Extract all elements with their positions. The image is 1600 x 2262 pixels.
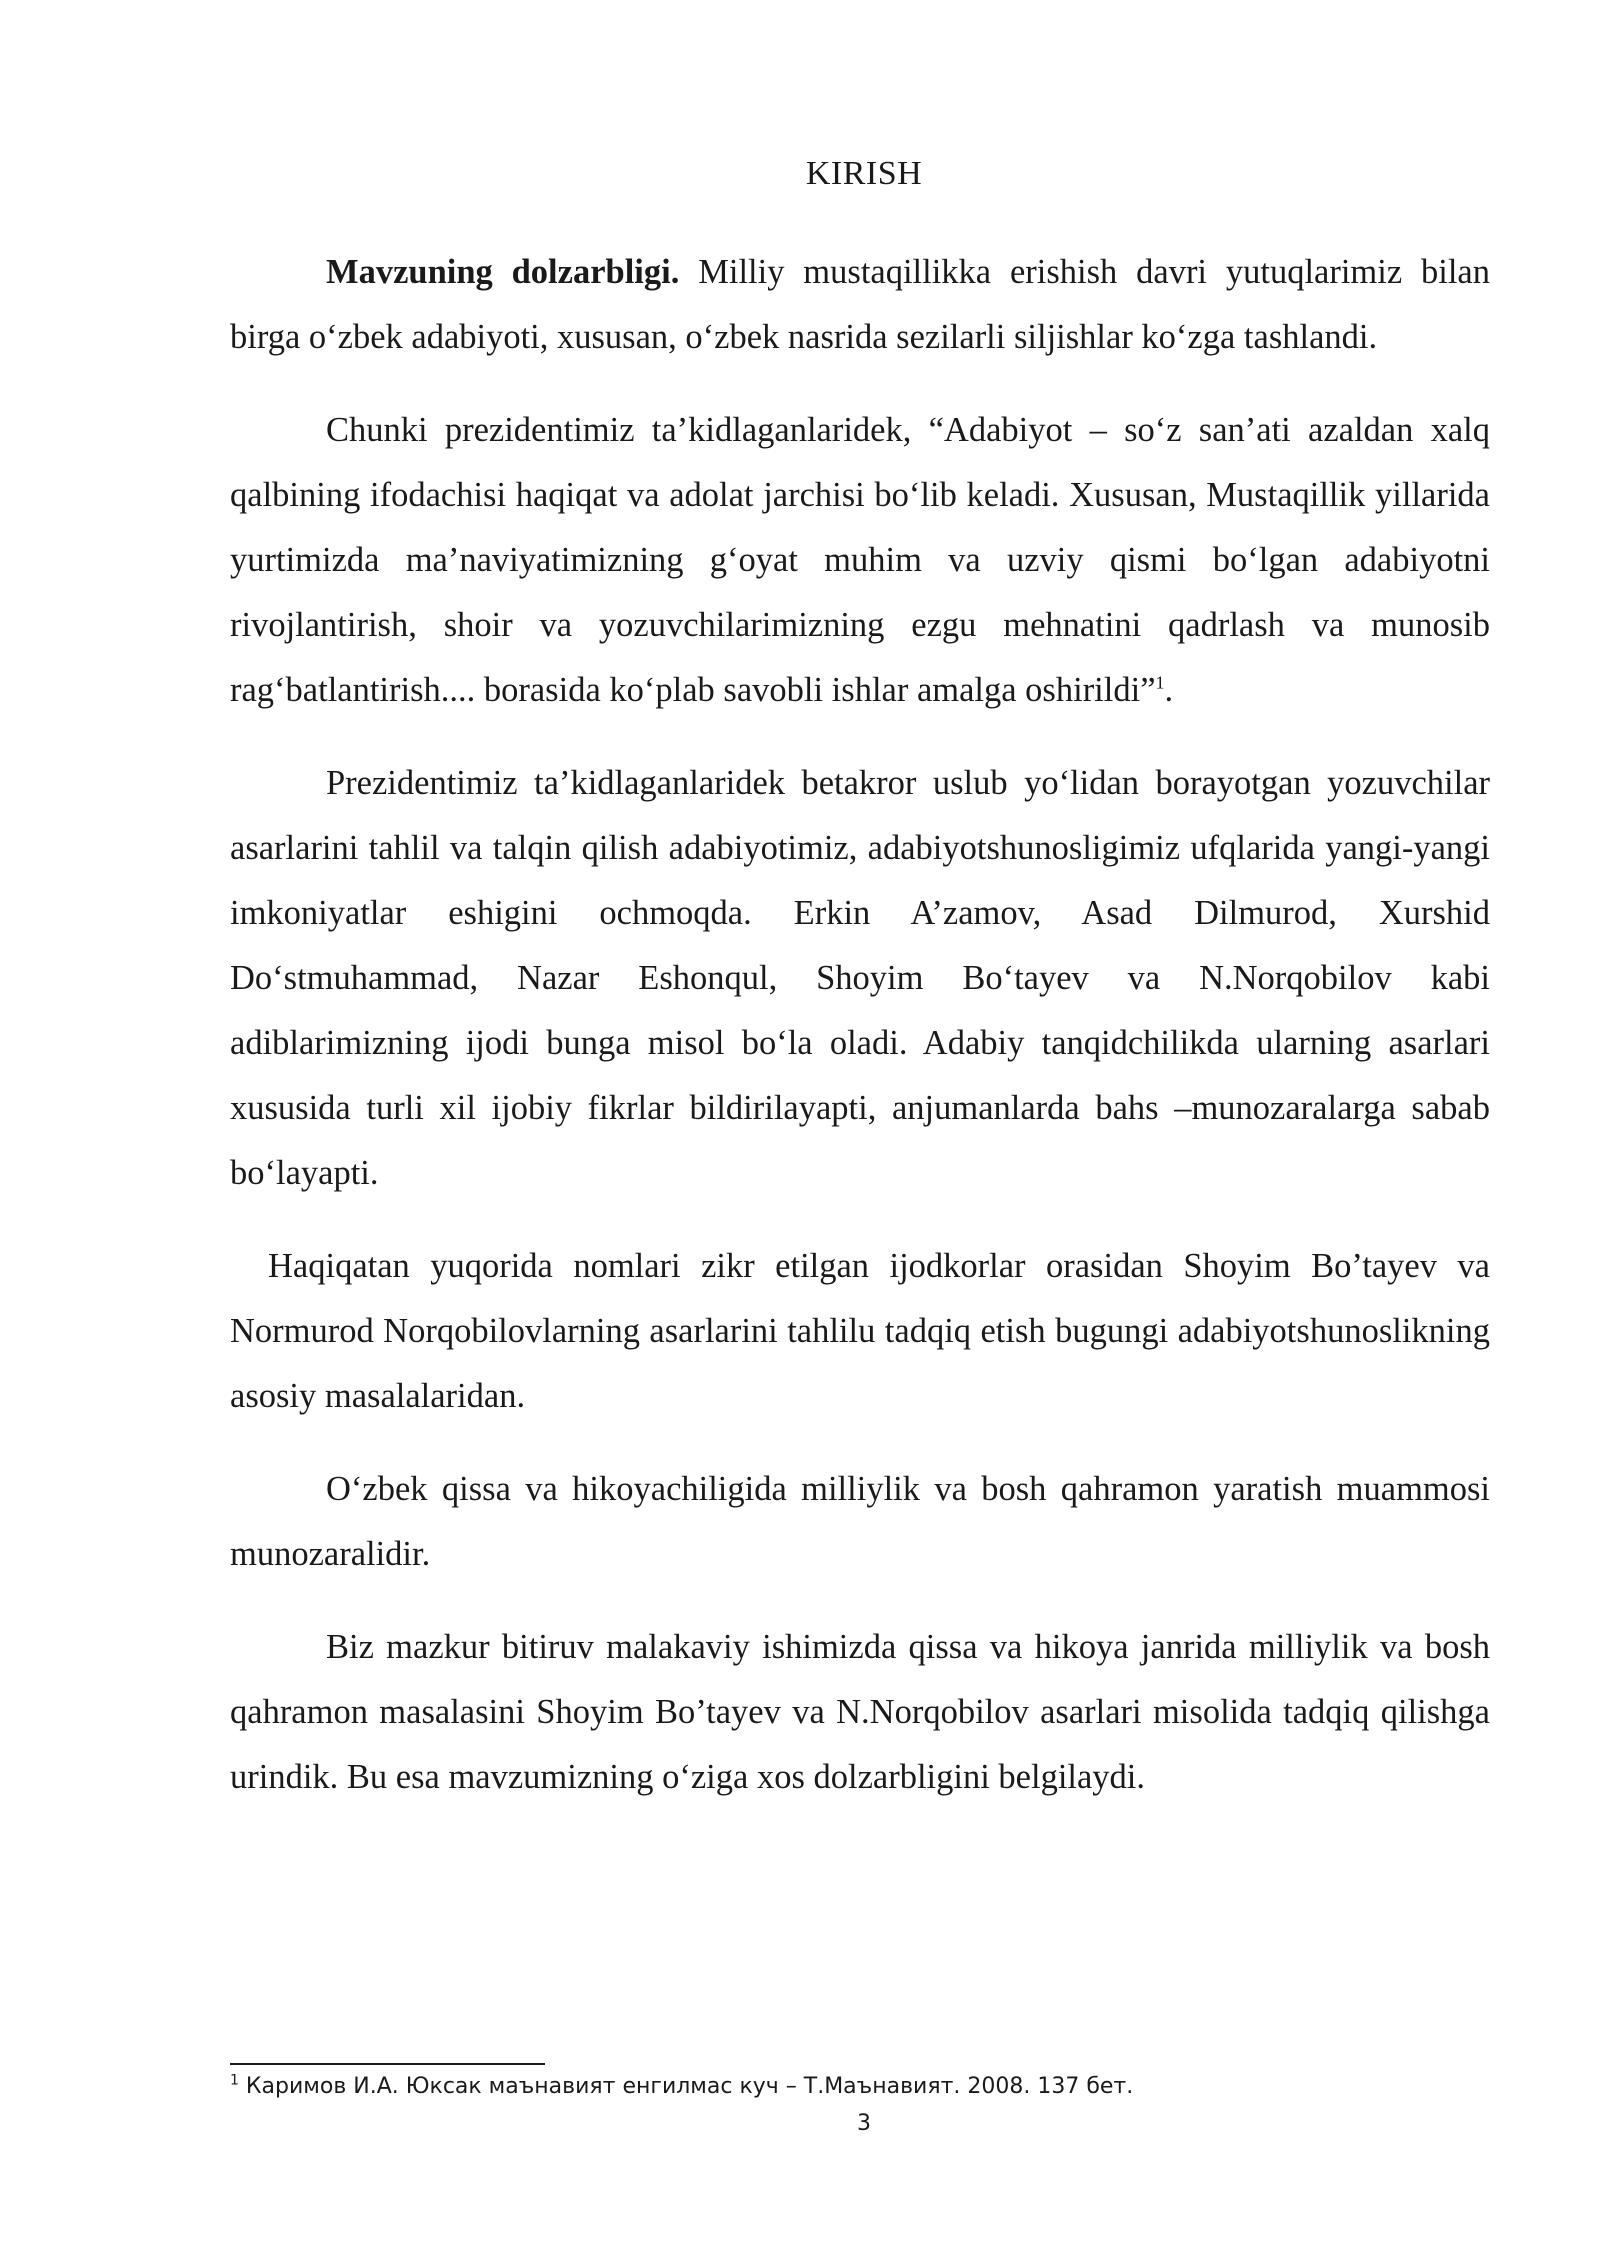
- page-number: 3: [857, 2111, 871, 2136]
- paragraph-tail: .: [1164, 671, 1174, 709]
- body-text: [230, 240, 1490, 1838]
- paragraph-text: O‘zbek qissa va hikoyachiligida milliylik va bosh qahramon yaratish muammosi munozaralidir.: [230, 1470, 1490, 1573]
- paragraph-relevance: [230, 240, 1490, 370]
- footnote-reference[interactable]: 1: [1155, 672, 1165, 693]
- footnote: [230, 2071, 1490, 2103]
- paragraph-text: Haqiqatan yuqorida nomlari zikr etilgan ijodkorlar orasidan Shoyim Bo’tayev va Normurod Norqobilovlarning asarlarini tahlilu tadqiq etish bugungi adabiyotshunoslikning asosiy masalalaridan.: [230, 1247, 1490, 1415]
- paragraph-president-quote: [230, 398, 1490, 723]
- paragraph-text: Prezidentimiz ta’kidlaganlaridek betakror uslub yo‘lidan borayotgan yozuvchilar asarlarini tahlil va talqin qilish adabiyotimiz, adabiyotshunosligimiz ufqlarida yangi-yangi imkoniyatlar eshigini ochmoqda. Erkin A’zamov, Asad Dilmurod, Xurshid Do‘stmuhammad, Nazar Eshonqul, Shoyim Bo‘tayev va N.Norqobilov kabi adiblarimizning ijodi bunga misol bo‘la oladi. Adabiy tanqidchilikda ularning asarlari xususida turli xil ijobiy fikrlar bildirilayapti, anjumanlarda bahs –munozaralarga sabab bo‘layapti.: [230, 764, 1490, 1192]
- section-title: KIRISH: [805, 155, 923, 192]
- paragraph-lead-bold: Mavzuning dolzarbligi.: [326, 253, 680, 291]
- paragraph-research-subject: [230, 1234, 1490, 1429]
- footnote-text: Каримов И.А. Юксак маънавият енгилмас куч – Т.Маънавият. 2008. 137 бет.: [238, 2074, 1134, 2099]
- footnote-number: 1: [230, 2072, 239, 2089]
- paragraph-problem: [230, 1457, 1490, 1587]
- paragraph-writers: [230, 751, 1490, 1206]
- paragraph-text: Biz mazkur bitiruv malakaviy ishimizda qissa va hikoya janrida milliylik va bosh qahramon masalasini Shoyim Bo’tayev va N.Norqobilov asarlari misolida tadqiq qilishga urindik. Bu esa mavzumizning o‘ziga xos dolzarbligini belgilaydi.: [230, 1628, 1490, 1796]
- paragraph-text: Chunki prezidentimiz ta’kidlaganlaridek, “Adabiyot – so‘z san’ati azaldan xalq qalbining ifodachisi haqiqat va adolat jarchisi bo‘lib keladi. Xususan, Mustaqillik yillarida yurtimizda ma’naviyatimizning g‘oyat muhim va uzviy qismi bo‘lgan adabiyotni rivojlantirish, shoir va yozuvchilarimizning ezgu mehnatini qadrlash va munosib rag‘batlantirish.... borasida ko‘plab savobli ishlar amalga oshirildi”: [230, 411, 1490, 709]
- footnote-separator: [230, 2063, 545, 2065]
- paragraph-text: Milliy mustaqillikka erishish davri yutuqlarimiz bilan birga o‘zbek adabiyoti, xususan, o‘zbek nasrida sezilarli siljishlar ko‘zga tashlandi.: [230, 253, 1490, 356]
- paragraph-goal: [230, 1615, 1490, 1810]
